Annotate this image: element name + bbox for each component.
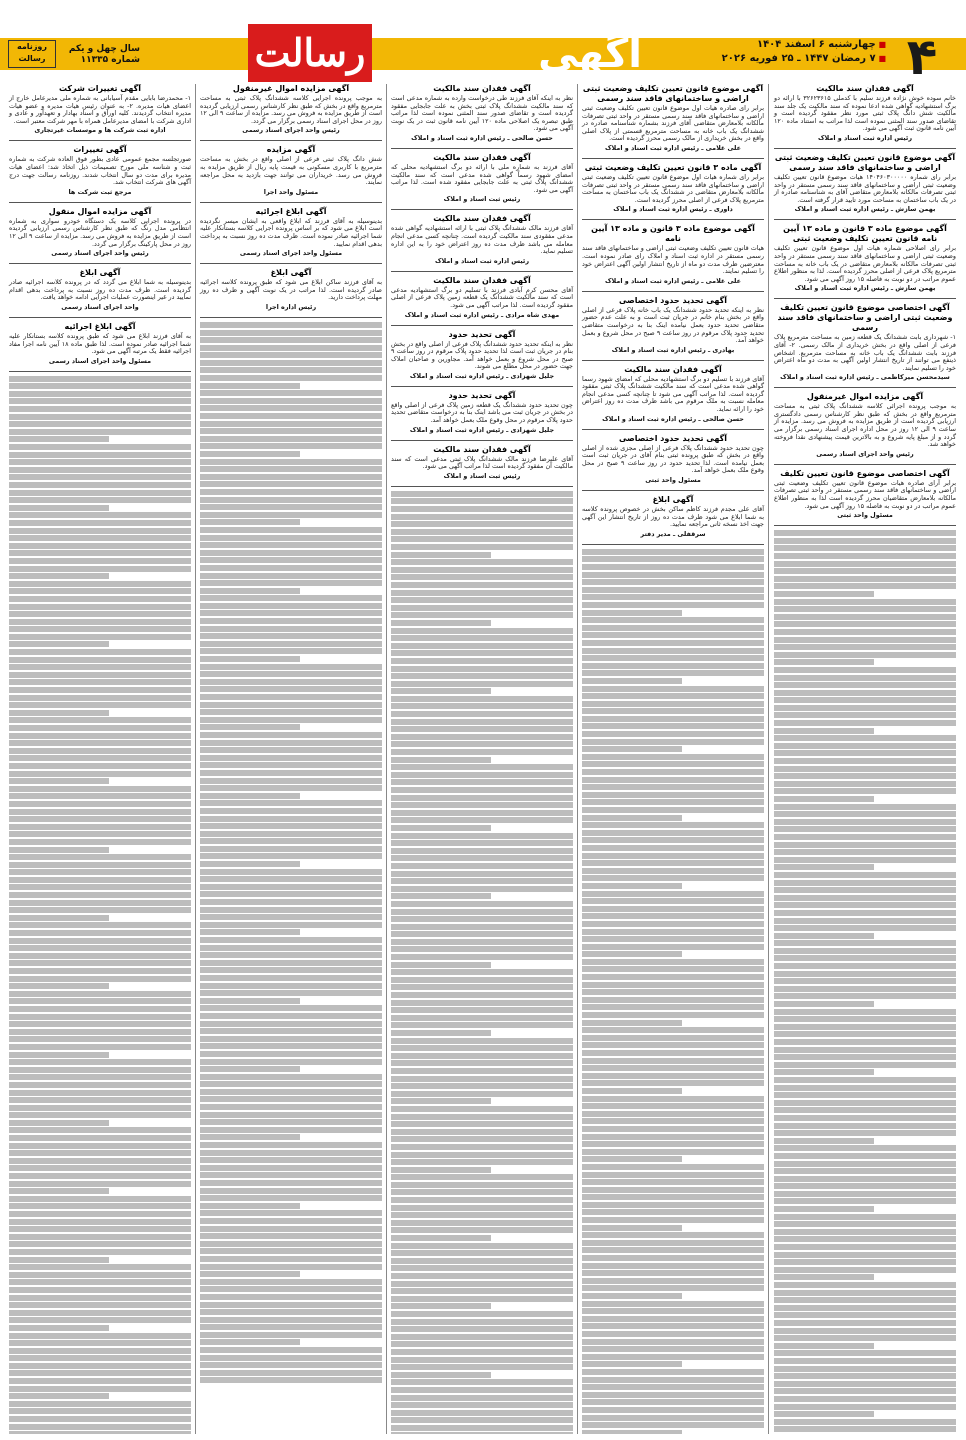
- dense-text-block: [9, 376, 191, 1434]
- ad-title: آگهی موضوع قانون تعیین تکلیف وضعیت ثبتی اراضی و ساختمانهای فاقد سند رسمی: [582, 84, 764, 103]
- ad-title: آگهی فقدان سند مالکیت: [433, 84, 531, 93]
- ad-separator: [9, 371, 191, 372]
- ad-notice: [774, 469, 956, 519]
- ad-title: آگهی فقدان سند مالکیت: [433, 444, 531, 454]
- section-title: آگهی: [538, 31, 642, 77]
- ad-body: صورتجلسه مجمع عمومی عادی بطور فوق العاده شرکت به شماره ثبت و شناسه ملی مورخ تصمیمات ذیل اتخاذ شد: اعضای هیات مدیره برای مدت دو سال انتخاب شدند. روزنامه رسالت جهت درج آگهی های شرکت انتخاب شد.: [9, 155, 191, 187]
- ad-body: نظر به اینکه آقای فرزند طی درخواست وارده به شماره مدعی است که سند مالکیت ششدانگ پلاک ثبتی بخش به علت جابجایی مفقود گردیده است و تقاضای صدور سند المثنی نموده است لذا مراتب طبق تبصره یک اصلاحی ماده ۱۲۰ آیین نامه قانون ثبت در یک نوبت آگهی می شود.: [391, 94, 573, 133]
- ad-body: به موجب پرونده اجرائی کلاسه ششدانگ پلاک ثبتی به مساحت مترمربع واقع در بخش که طبق نظر کارشناس رسمی دادگستری ارزیابی گردیده است از طریق مزایده به فروش می رسد. مزایده از ساعت ۹ الی ۱۲ روز در محل اداره اجرای اسناد رسمی برگزار می گردد و از مبلغ پایه شروع و به بالاترین قیمت پیشنهادی نقدا فروخته خواهد شد.: [774, 402, 956, 449]
- date-persian: ■ چهارشنبه ۶ اسفند ۱۴۰۴: [706, 38, 886, 52]
- ad-body: آقای محسن کرم آبادی فرزند با تسلیم دو برگ استشهادیه مدعی است که سند مالکیت ششدانگ یک قطعه زمین پلاک فرعی از اصلی مفقود گردیده است. لذا مراتب آگهی می شود.: [391, 285, 573, 309]
- newspaper-name: رسالت: [254, 30, 366, 75]
- ad-separator: [391, 325, 573, 326]
- ad-title: آگهی ماده ۳ قانون تعیین تکلیف وضعیت ثبتی: [584, 162, 762, 172]
- ad-body: نظر به اینکه تحدید حدود ششدانگ پلاک فرعی از اصلی واقع در بخش بنام در جریان ثبت است لذا تحدید حدود پلاک مرقوم در روز ساعت ۹ صبح در محل شروع و بعمل خواهد آمد. مجاورین و صاحبان املاک جهت حضور در محل مطلع می شوند.: [391, 339, 573, 371]
- ad-notice: [774, 153, 956, 213]
- ad-signature: حسن صالحی ـ رئیس اداره ثبت اسناد و املاک: [602, 414, 744, 423]
- ad-separator: [9, 317, 191, 318]
- ad-body: به آقای فرزند ساکن ابلاغ می شود که طبق پرونده کلاسه اجرائیه صادر گردیده است. لذا مراتب در یک نوبت آگهی و ظرف ده روز مهلت پرداخت دارید.: [200, 278, 382, 302]
- ad-title: آگهی مزایده اموال غیرمنقول: [806, 392, 924, 402]
- ad-body: آقای علی مجدم فرزند کاظم ساکن بخش در خصوص پرونده کلاسه به شما ابلاغ می شود ظرف مدت ده روز از تاریخ انتشار این آگهی جهت اخذ نسخه ثانی مراجعه نمایید.: [582, 505, 764, 529]
- ad-separator: [582, 490, 764, 491]
- ad-signature: رئیس واحد اجرای اسناد رسمی: [51, 249, 149, 258]
- ad-signature: اداره ثبت شرکت ها و موسسات غیرتجاری: [34, 126, 166, 135]
- ad-notice: [391, 214, 573, 264]
- ad-separator: [391, 440, 573, 441]
- ad-column-5: [5, 84, 196, 1434]
- ad-separator: [774, 148, 956, 149]
- ad-body: ۱- شهرداری بابت ششدانگ یک قطعه زمین به مساحت مترمربع پلاک فرعی از اصلی واقع در بخش خریداری از مالک رسمی. ۲- آقای فرزند بابت ششدانگ یک باب خانه به مساحت مترمربع. اشخاص ذینفع می توانند از تاریخ انتشار اولین آگهی به مدت دو ماه اعتراض خود را تسلیم نمایند.: [774, 333, 956, 372]
- date-other: ■ ۷ رمضان ۱۴۴۷ ـ ۲۵ فوریه ۲۰۲۶: [706, 52, 886, 66]
- ad-title: آگهی مزایده اموال غیرمنقول: [232, 84, 350, 93]
- ad-signature: رئیس اداره ثبت اسناد و املاک: [434, 256, 529, 265]
- ad-signature: بهادری ـ رئیس اداره ثبت اسناد و املاک: [611, 345, 735, 354]
- ad-notice: [774, 392, 956, 458]
- ad-notice: [391, 84, 573, 142]
- ad-notice: [9, 145, 191, 195]
- ad-separator: [582, 291, 764, 292]
- ad-notice: [391, 153, 573, 203]
- ad-separator: [391, 386, 573, 387]
- ad-notice: [391, 330, 573, 380]
- page-number: ۴: [906, 28, 938, 86]
- ad-signature: مرجع ثبت شرکت ها: [68, 187, 132, 196]
- ad-signature: رئیس واحد اجرای اسناد رسمی: [242, 126, 340, 135]
- ad-separator: [582, 360, 764, 361]
- ad-title: آگهی مزایده: [266, 145, 316, 155]
- ad-title: آگهی تحدید حدود: [448, 390, 516, 400]
- mini-logo: روزنامه رسالت: [8, 40, 56, 68]
- ad-notice: [582, 434, 764, 484]
- dense-text-block: [200, 322, 382, 1384]
- issue-dates: [706, 38, 886, 70]
- ad-separator: [582, 429, 764, 430]
- ad-title: آگهی ابلاغ: [79, 268, 121, 278]
- ad-signature: واحد اجرای اسناد رسمی: [61, 302, 139, 311]
- ad-signature: جلیل شهزادی ـ رئیس اداره ثبت اسناد و املاک: [409, 371, 555, 380]
- ad-title: آگهی موضوع قانون تعیین تکلیف وضعیت ثبتی اراضی و ساختمانهای فاقد سند رسمی: [774, 152, 956, 172]
- ad-separator: [582, 158, 764, 159]
- issue-label: شماره ۱۱۳۳۵: [80, 55, 140, 65]
- ad-signature: رئیس اداره ثبت اسناد و املاک: [817, 133, 912, 142]
- ad-body: برابر رای صادره هیات اول موضوع قانون تعیین تکلیف وضعیت ثبتی اراضی و ساختمانهای فاقد سند رسمی مستقر در واحد ثبتی تصرفات مالکانه بلامعارض متقاضی آقای فرزند بشماره شناسنامه صادره در ششدانگ یک باب خانه به مساحت مترمربع قسمتی از پلاک اصلی واقع در بخش خریداری از مالک رسمی محرز گردیده است.: [582, 104, 764, 143]
- ad-notice: [9, 268, 191, 311]
- ad-notice: [582, 84, 764, 152]
- ad-title: آگهی اختصاصی موضوع قانون تعیین تکلیف وضعیت ثبتی اراضی و ساختمانهای فاقد سند رسمی: [777, 303, 953, 333]
- ad-title: آگهی فقدان سند مالکیت: [433, 214, 531, 224]
- ad-separator: [582, 544, 764, 545]
- ad-signature: داوری ـ رئیس اداره ثبت اسناد و املاک: [613, 205, 733, 214]
- dense-text-block: [391, 491, 573, 1434]
- ad-title: آگهی تحدید حدود اختصاصی: [618, 295, 728, 305]
- ad-body: برابر آرای صادره هیات موضوع قانون تعیین تکلیف وضعیت ثبتی اراضی و ساختمانهای فاقد سند رسمی مستقر در واحد ثبتی تصرفات مالکانه بلامعارض متقاضیان محرز گردیده است لذا به منظور اطلاع عموم مراتب در دو نوبت به فاصله ۱۵ روز آگهی می شود.: [774, 478, 956, 510]
- ad-notice: [9, 84, 191, 134]
- ad-separator: [391, 148, 573, 149]
- ad-separator: [9, 263, 191, 264]
- ad-separator: [200, 317, 382, 318]
- ad-signature: حسن صالحی ـ رئیس اداره ثبت اسناد و املاک: [411, 133, 553, 142]
- ad-title: آگهی تحدید حدود اختصاصی: [618, 433, 728, 443]
- ad-title: آگهی ابلاغ اجرائیه: [64, 321, 136, 331]
- year-label: سال چهل و یکم: [68, 44, 140, 54]
- ad-title: آگهی مزایده اموال منقول: [48, 206, 152, 216]
- ad-column-4: [196, 84, 387, 1434]
- ad-signature: سیدمحسن میرکاظمی ـ رئیس اداره ثبت اسناد و املاک: [780, 373, 950, 382]
- masthead: [0, 10, 966, 86]
- ad-body: آقای فرزند مالک ششدانگ پلاک ثبتی با ارائه استشهادیه گواهی شده مدعی مفقودی سند مالکیت گردیده است. چنانچه کسی مدعی انجام معامله می باشد ظرف مدت ده روز اعتراض خود را به این اداره تسلیم نماید.: [391, 224, 573, 256]
- ad-title: آگهی اختصاصی موضوع قانون تعیین تکلیف: [780, 468, 950, 478]
- ad-signature: جلیل شهزادی ـ رئیس اداره ثبت اسناد و املاک: [409, 425, 555, 434]
- ad-title: آگهی فقدان سند مالکیت: [433, 275, 531, 285]
- ad-notice: [391, 445, 573, 480]
- ad-separator: [391, 271, 573, 272]
- ad-title: آگهی تحدید حدود: [448, 329, 516, 339]
- dense-text-block: [582, 549, 764, 1434]
- ad-signature: بهمن سازش ـ رئیس اداره ثبت اسناد و املاک: [794, 284, 936, 293]
- dense-text-block: [774, 530, 956, 1434]
- ad-signature: مسئول واحد اجرای اسناد رسمی: [239, 249, 343, 258]
- ad-title: آگهی فقدان سند مالکیت: [433, 152, 531, 162]
- ad-signature: سرقفلی ـ مدیر دفتر: [640, 529, 706, 538]
- ad-separator: [9, 140, 191, 141]
- ad-separator: [774, 464, 956, 465]
- ad-title: آگهی تغییرات شرکت: [58, 84, 142, 93]
- ad-separator: [391, 209, 573, 210]
- ad-title: آگهی فقدان سند مالکیت: [624, 364, 722, 374]
- ad-separator: [200, 263, 382, 264]
- ad-notice: [582, 296, 764, 354]
- ad-title: آگهی تغییرات: [73, 145, 127, 155]
- ad-signature: مسئول واحد ثبتی: [645, 476, 701, 485]
- ad-title: آگهی ابلاغ: [270, 268, 312, 278]
- ad-notice: [391, 276, 573, 319]
- ad-separator: [391, 486, 573, 487]
- ad-separator: [774, 219, 956, 220]
- ad-signature: بهمن سازش ـ رئیس اداره ثبت اسناد و املاک: [794, 205, 936, 214]
- ad-notice: [582, 365, 764, 423]
- ad-notice: [582, 495, 764, 538]
- issue-info: [60, 44, 140, 66]
- ad-notice: [200, 268, 382, 311]
- ad-body: به آقای فرزند ابلاغ می شود که طبق پرونده کلاسه بستانکار علیه شما اجرائیه صادر نموده است. لذا طبق ماده ۱۸ آیین نامه اجرا مفاد اجرائیه فقط یک مرتبه آگهی می شود.: [9, 331, 191, 356]
- ad-signature: مهدی شاه مرادی ـ رئیس اداره ثبت اسناد و املاک: [404, 310, 560, 319]
- ad-notice: [9, 207, 191, 257]
- ad-notice: [774, 84, 956, 142]
- ad-body: در پرونده اجرایی کلاسه یک دستگاه خودرو سواری به شماره انتظامی مدل رنگ که طبق نظر کارشناس رسمی ارزیابی گردیده است از طریق مزایده به فروش می رسد. مزایده از ساعت ۹ الی ۱۲ روز در محل پارکینگ برگزار می گردد.: [9, 216, 191, 248]
- ad-signature: مسئول واحد اجرای اسناد رسمی: [48, 356, 152, 365]
- ad-notice: [582, 163, 764, 213]
- ad-signature: علی غلامی ـ رئیس اداره ثبت اسناد و املاک: [605, 143, 741, 152]
- ad-body: نظر به اینکه تحدید حدود ششدانگ یک باب خانه پلاک فرعی از اصلی واقع در بخش بنام خانم در جریان ثبت است و به علت عدم حضور متقاضی تحدید حدود بعمل نیامده اینک بنا به درخواست متقاضی تحدید حدود پلاک مرقوم در روز ساعت ۹ صبح در محل شروع و بعمل خواهد آمد.: [582, 305, 764, 345]
- ad-body: آقای فرزند با تسلیم دو برگ استشهادیه محلی که امضای شهود رسما گواهی شده مدعی است که سند مالکیت ششدانگ پلاک ثبتی مفقود گردیده است. لذا مراتب آگهی می شود تا چنانچه کسی مدعی انجام معامله نسبت به ملک مرقوم می باشد ظرف مدت ده روز اعتراض خود را ارائه نماید.: [582, 374, 764, 414]
- ad-signature: رئیس اداره اجرا: [265, 302, 317, 311]
- ad-body: برابر رای اصلاحی شماره هیات اول موضوع قانون تعیین تکلیف وضعیت ثبتی اراضی و ساختمانهای فاقد سند رسمی مستقر در واحد ثبتی تصرفات مالکانه بلامعارض متقاضی در یک باب خانه به مساحت مترمربع پلاک فرعی از اصلی محرز گردیده است. لذا به منظور اطلاع عموم مراتب در دو نوبت به فاصله ۱۵ روز آگهی می شود.: [774, 244, 956, 283]
- ad-body: ۱- محمدرضا بابایی مقدم آسیابانی به شماره ملی مدیرعامل خارج از اعضای هیات مدیره. ۲- به عنوان رئیس هیات مدیره و عضو هیات مدیره انتخاب گردیدند. کلیه اوراق و اسناد بهادار و تعهدآور و عادی و اداری شرکت با امضای مدیرعامل همراه با مهر شرکت معتبر است.: [9, 94, 191, 125]
- ad-body: خانم سوده خوش نژاده فرزند سلیم با کدملی ۳۲۶۲۳۶۱۵ با ارائه دو برگ استشهادیه گواهی شده ادعا نموده که سند مالکیت یک جلد سند مالکیت شش دانگ پلاک ثبتی مورد نظر مفقود گردیده است و تقاضای صدور سند المثنی نموده است لذا مراتب به استناد ماده ۱۲۰ آیین نامه قانون ثبت آگهی می شود.: [774, 94, 956, 133]
- ad-title: آگهی ابلاغ: [652, 495, 694, 505]
- ad-title: آگهی موضوع ماده ۳ قانون و ماده ۱۳ آیین نامه قانون تعیین تکلیف وضعیت ثبتی: [783, 224, 947, 244]
- ad-title: آگهی موضوع ماده ۳ قانون و ماده ۱۳ آیین نامه: [591, 224, 755, 244]
- ad-separator: [582, 219, 764, 220]
- ad-notice: [582, 224, 764, 284]
- ad-separator: [9, 202, 191, 203]
- ad-notice: [391, 391, 573, 434]
- ad-notice: [774, 224, 956, 292]
- ad-signature: رئیس ثبت اسناد و املاک: [443, 195, 521, 204]
- ad-body: هیات قانون تعیین تکلیف وضعیت ثبتی اراضی و ساختمانهای فاقد سند رسمی مستقر در اداره ثبت اسناد و املاک رای صادر نموده است. معترضین ظرف مدت دو ماه از تاریخ انتشار اولین آگهی اعتراض خود را تسلیم نمایند.: [582, 244, 764, 276]
- ad-body: به موجب پرونده اجرایی کلاسه ششدانگ پلاک ثبتی به مساحت مترمربع واقع در بخش که طبق نظر کارشناس رسمی ارزیابی گردیده است از طریق مزایده به فروش می رسد. مزایده از ساعت ۹ الی ۱۲ روز در محل اجرای اسناد رسمی برگزار می گردد.: [200, 94, 382, 125]
- ad-separator: [774, 387, 956, 388]
- ad-notice: [200, 207, 382, 257]
- ads-columns: [6, 84, 960, 1434]
- ad-signature: رئیس ثبت اسناد و املاک: [443, 471, 521, 480]
- ad-body: آقای علیرضا فرزند مالک ششدانگ پلاک ثبتی مدعی است که سند مالکیت آن مفقود گردیده است لذا مراتب آگهی می شود.: [391, 454, 573, 471]
- ad-body: آقای فرزند به شماره ملی با ارائه دو برگ استشهادیه محلی که امضای شهود رسماً گواهی شده مدعی است که سند مالکیت ششدانگ پلاک ثبتی به علت جابجایی مفقود شده است. لذا مراتب آگهی می شود.: [391, 162, 573, 194]
- ad-notice: [200, 84, 382, 134]
- ad-column-3: [387, 84, 578, 1434]
- ad-title: آگهی فقدان سند مالکیت: [816, 84, 914, 93]
- ad-signature: علی غلامی ـ رئیس اداره ثبت اسناد و املاک: [605, 276, 741, 285]
- ad-signature: مسئول واحد اجرا: [263, 187, 319, 196]
- ad-title: آگهی ابلاغ اجرائیه: [255, 206, 327, 216]
- ad-body: بدینوسیله به شما ابلاغ می گردد که در پرونده کلاسه اجرائیه صادر گردیده است. ظرف مدت ده روز نسبت به پرداخت بدهی اقدام نمایید در غیر اینصورت عملیات اجرایی ادامه خواهد یافت.: [9, 278, 191, 302]
- ad-separator: [774, 525, 956, 526]
- ad-column-2: [578, 84, 769, 1434]
- ad-signature: مسئول واحد ثبتی: [837, 511, 893, 520]
- ad-notice: [9, 322, 191, 365]
- ad-body: چون تحدید حدود ششدانگ پلاک فرعی از اصلی مجزی شده از اصلی واقع در بخش که طبق پرونده ثبتی بنام آقای در جریان ثبت است بعمل نیامده است. لذا تحدید حدود در روز ساعت ۹ صبح در محل وقوع ملک بعمل خواهد آمد.: [582, 443, 764, 475]
- ad-notice: [200, 145, 382, 195]
- ad-separator: [774, 298, 956, 299]
- ad-separator: [200, 140, 382, 141]
- ad-body: برابر رای شماره ۱۴۰۴۶۰۳۰۰۰۰۰ هیات موضوع قانون تعیین تکلیف وضعیت ثبتی اراضی و ساختمانهای فاقد سند رسمی مستقر در واحد ثبتی تصرفات مالکانه بلامعارض متقاضی آقای به شناسنامه صادره از در یک باب ساختمان به مساحت مورد تایید قرار گرفته است.: [774, 172, 956, 204]
- ad-notice: [774, 303, 956, 381]
- ad-separator: [200, 202, 382, 203]
- ad-signature: رئیس واحد اجرای اسناد رسمی: [816, 449, 914, 458]
- ad-column-1: [770, 84, 960, 1434]
- ad-body: شش دانگ پلاک ثبتی فرعی از اصلی واقع در بخش به مساحت مترمربع با کاربری مسکونی به قیمت پایه ریال از طریق مزایده به فروش می رسد. خریداران می توانند جهت بازدید به محل مراجعه نمایند.: [200, 155, 382, 187]
- ad-body: بدینوسیله به آقای فرزند که ابلاغ واقعی به ایشان میسر نگردیده است ابلاغ می شود که بر اساس پرونده اجرایی کلاسه بستانکار علیه شما اجرائیه صادر نموده است. ظرف مدت ده روز نسبت به پرداخت بدهی اقدام نمایید.: [200, 216, 382, 248]
- ad-body: چون تحدید حدود ششدانگ یک قطعه زمین پلاک فرعی از اصلی واقع در بخش در جریان ثبت می باشد اینک بنا به درخواست متقاضی تحدید حدود پلاک مرقوم در محل وقوع ملک بعمل خواهد آمد.: [391, 400, 573, 425]
- ad-body: برابر رای شماره هیات اول موضوع قانون تعیین تکلیف وضعیت ثبتی اراضی و ساختمانهای فاقد سند رسمی مستقر در واحد ثبتی تصرفات مالکانه بلامعارض متقاضی در ششدانگ یک باب ساختمان به مساحت مترمربع پلاک فرعی از اصلی محرز گردیده است.: [582, 172, 764, 204]
